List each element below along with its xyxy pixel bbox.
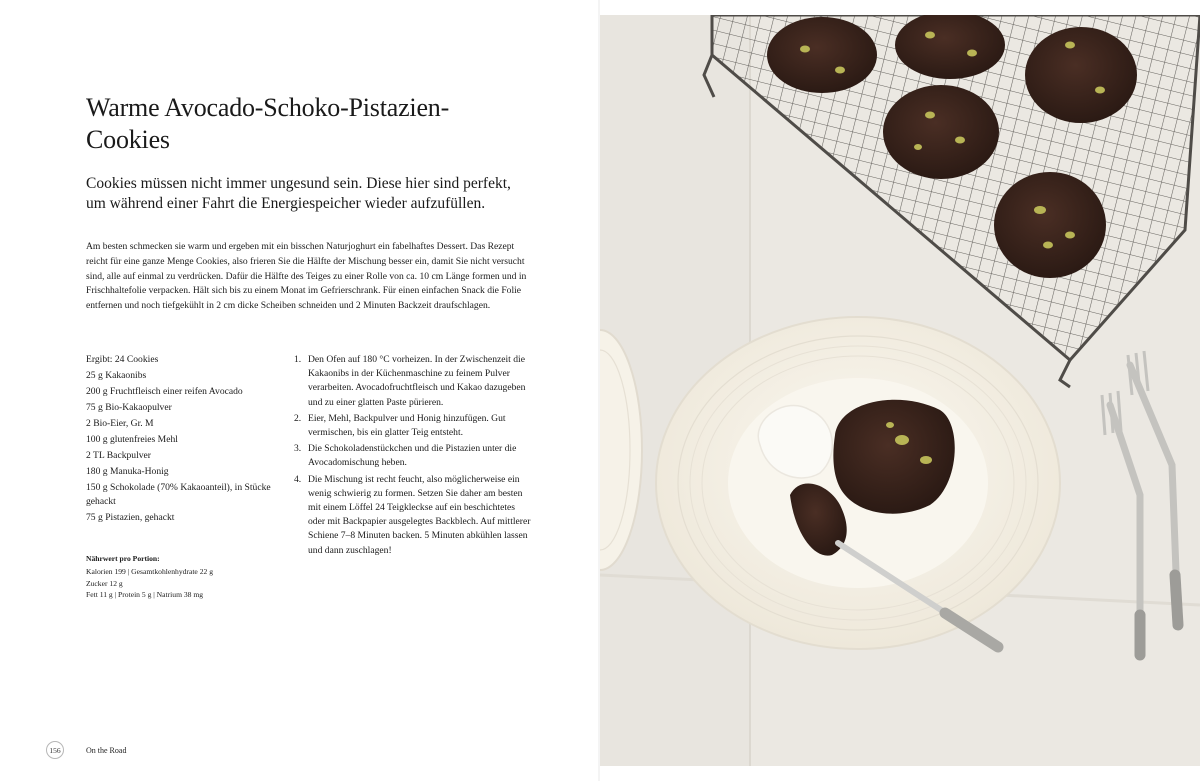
cookie xyxy=(994,172,1106,278)
ingredient-item: 100 g glutenfreies Mehl xyxy=(86,433,178,445)
nutrition-line: Zucker 12 g xyxy=(86,578,123,588)
nutrition-line: Kalorien 199 | Gesamtkohlenhydrate 22 g xyxy=(86,566,213,576)
step-number: 4. xyxy=(294,473,302,485)
page-number: 156 xyxy=(46,741,64,759)
step-number: 2. xyxy=(294,412,302,424)
ingredient-item: 2 Bio-Eier, Gr. M xyxy=(86,417,154,429)
step-number: 3. xyxy=(294,443,302,455)
cookie xyxy=(1025,27,1137,123)
nutrition-title: Nährwert pro Portion: xyxy=(86,554,160,563)
section-label: On the Road xyxy=(86,745,127,755)
ingredient-item: 75 g Bio-Kakaopulver xyxy=(86,401,172,413)
instruction-steps xyxy=(294,353,534,560)
step-text: Eier, Mehl, Backpulver und Honig hinzufügen. Gut vermischen, bis ein glatter Teig entsteht. xyxy=(308,412,506,439)
ingredient-item: 2 TL Backpulver xyxy=(86,449,152,461)
ingredient-item: 150 g Schokolade (70% Kakaoanteil), in Stücke gehackt xyxy=(86,481,271,508)
page-footer xyxy=(46,741,126,759)
step-text: Die Schokoladenstückchen und die Pistazien unter die Avocadomischung heben. xyxy=(308,443,517,469)
recipe-intro: Cookies müssen nicht immer ungesund sein. Diese hier sind perfekt, um während einer Fahrt die Energiespeicher wieder aufzufüllen. xyxy=(86,175,511,212)
cookie xyxy=(767,17,877,93)
instruction-step xyxy=(294,412,534,440)
instruction-step xyxy=(294,442,534,470)
recipe-photo xyxy=(600,15,1200,766)
nutrition-info xyxy=(86,553,276,601)
recipe-title-line-2: Cookies xyxy=(86,125,170,154)
ingredient-item: 25 g Kakaonibs xyxy=(86,369,147,381)
recipe-title-line-1: Warme Avocado-Schoko-Pistazien- xyxy=(86,93,450,122)
instruction-step xyxy=(294,353,534,410)
step-text: Die Mischung ist recht feucht, also möglicherweise ein wenig schwierig zu formen. Setzen Sie daher am besten mit einem Löffel 24 Teigkleckse auf ein beschichtetes oder mit Backpapier ausgelegtes Backblech. Auf mittlerer Schiene 7–8 Minuten backen. 5 Minuten abkühlen lassen und dann zuschlagen! xyxy=(308,473,531,556)
ingredient-item: 75 g Pistazien, gehackt xyxy=(86,512,175,524)
recipe-description: Am besten schmecken sie warm und ergeben mit ein bisschen Naturjoghurt ein fabelhaftes Dessert. Das Rezept reicht für eine ganze Menge Cookies, also frieren Sie die Hälfte der Mischung besser ein, damit Sie nicht versucht sind, alle auf einmal zu verdrücken. Dafür die Hälfte des Teiges zu einer Rolle von ca. 10 cm Länge formen und in Frischhaltefolie verpacken. Hält sich bis zu einem Monat im Gefrierschrank. Für einen einfachen Snack die Folie entfernen und noch tiefgekühlt in 2 cm dicke Scheiben schneiden und 2 Minuten Backzeit draufschlagen. xyxy=(86,241,527,312)
step-number: 1. xyxy=(294,354,302,365)
recipe-title xyxy=(86,92,556,156)
nutrition-line: Fett 11 g | Protein 5 g | Natrium 38 mg xyxy=(86,590,204,600)
step-text: Den Ofen auf 180 °C vorheizen. In der Zwischenzeit die Kakaonibs in der Küchenmaschine zu feinem Pulver verarbeiten. Avocadofruchtfleisch und Kakao dazugeben und zu einer glatten Paste pürieren. xyxy=(308,354,526,408)
warm-cookie xyxy=(833,400,954,514)
ingredient-list xyxy=(86,353,276,527)
ingredient-item: 180 g Manuka-Honig xyxy=(86,465,169,477)
servings: Ergibt: 24 Cookies xyxy=(86,354,159,365)
cookie-photo-illustration xyxy=(600,15,1200,766)
instruction-step xyxy=(294,473,534,558)
ingredient-item: 200 g Fruchtfleisch einer reifen Avocado xyxy=(86,385,243,397)
cookie xyxy=(883,85,999,179)
